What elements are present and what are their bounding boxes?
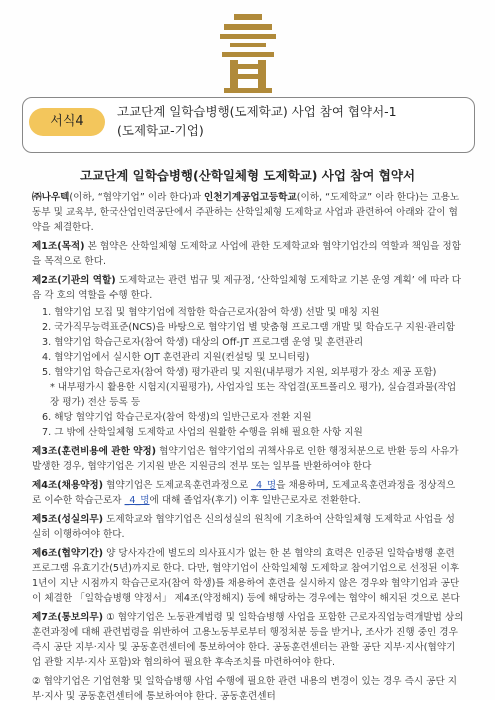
article-7-heading: 제7조(통보의무) xyxy=(32,612,104,623)
document-title: 고교단계 일학습병행(산학일체형 도제학교) 사업 참여 협약서 xyxy=(79,168,416,183)
article-1-text: 본 협약은 산학일체형 도제학교 사업에 관한 도제학교와 협약기업간의 역할과 책임을 정함을 목적으로 한다. xyxy=(32,241,461,267)
convert-count-field: _4_명 xyxy=(124,495,150,506)
article-3-text: 협약기업은 협약기업의 귀책사유로 인한 행정처분으로 반환 등의 사유가 발생한 경우, 협약기업은 기지원 받은 지원금의 전부 또는 일부를 반환하여야 한다 xyxy=(32,446,459,472)
article-4-text-3: 에 대해 졸업자(후기) 이후 일반근로자로 전환한다. xyxy=(149,495,361,506)
form-number-tag: 서식4 xyxy=(29,108,105,136)
intro-text-1: (이하, “협약기업” 이라 한다)과 xyxy=(69,192,205,203)
hire-count-field: _4_명 xyxy=(251,480,277,491)
intro-paragraph xyxy=(32,190,464,235)
article-5-text: 도제학교와 협약기업은 신의성실의 원칙에 기초하여 산학일체형 도제학교 사업을 성실히 이행하여야 한다. xyxy=(32,514,455,540)
article-3 xyxy=(32,444,464,474)
article-4-text-1: 협약기업은 도제교육훈련과정으로 xyxy=(103,480,252,491)
form-header-title-line2: (도제학교-기업) xyxy=(117,123,204,138)
intro-text-2: (이하, “도제학교” 이라 한다)는 고용노동부 및 교육부, 한국산업인력공단에서 주관하는 산학일체형 도제학교 사업과 관련하여 아래와 같이 협약을 체결한다. xyxy=(32,192,460,233)
article-2 xyxy=(32,273,464,303)
school-name: 인천기계공업고등학교 xyxy=(204,192,297,203)
list-item: 6. 해당 협약기업 학습근로자(참여 학생)의 일반근로자 전환 지원 xyxy=(42,412,312,423)
list-item: 7. 그 밖에 산학일체형 도제학교 사업의 원활한 수행을 위해 필요한 사항 지원 xyxy=(42,427,363,438)
list-item: 4. 협약기업에서 실시한 OJT 훈련관리 지원(컨설팅 및 모니터링) xyxy=(42,352,310,363)
article-6-heading: 제6조(협약기간) xyxy=(32,548,104,559)
form-header-box xyxy=(22,97,475,153)
article-1-heading: 제1조(목적) xyxy=(32,241,85,252)
list-item: 5. 협약기업 학습근로자(참여 학생) 평가관리 및 지원(내부평가 지원, 외부평가 장소 제공 포함) xyxy=(42,367,437,378)
article-6 xyxy=(32,546,464,606)
article-7 xyxy=(32,610,464,670)
article-2-heading: 제2조(기관의 역할) xyxy=(32,275,116,286)
article-2-text: 도제학교는 관련 법규 및 제규정, ‘산학일체형 도제학교 기본 운영 계획’ 에 따라 다음 각 호의 역할을 수행 한다. xyxy=(32,275,462,301)
company-name: ㈜나우텍 xyxy=(32,192,70,203)
article-4 xyxy=(32,478,464,508)
article-5 xyxy=(32,512,464,542)
article-3-heading: 제3조(훈련비용에 관한 약정) xyxy=(32,446,157,457)
article-1 xyxy=(32,239,464,269)
article-7-paragraph-1: ① 협약기업은 노동관계법령 및 일학습병행 사업을 포함한 근로자직업능력개발법 상의 훈련과정에 대해 관련법령을 위반하여 고용노동부로부터 행정처분 등을 받거나, 조사가 진행 중인 경우 즉시 공단 지부·지사 및 공동훈련센터에 통보하여야 한다. 공동훈련센터는 관할 공단 지부·지사(협약기업 관할 지부·지사 포함)와 협의하여 필요한 후속조치를 마련하여야 한다. xyxy=(32,612,464,668)
school-emblem-icon xyxy=(216,12,280,96)
list-item: 2. 국가직무능력표준(NCS)을 바탕으로 협약기업 별 맞춤형 프로그램 개발 및 학습도구 지원·관리함 xyxy=(42,322,456,333)
list-item-note: * 내부평가시 활용한 시험지(지필평가), 사업자일 또는 작업결(포트폴리오 평가), 실습결과물(작업장 평가) 전산 등록 등 xyxy=(50,382,457,408)
article-7-paragraph-2: ② 협약기업은 기업현황 및 일학습병행 사업 수행에 필요한 관련 내용의 변경이 있는 경우 즉시 공단 지부·지사 및 공동훈련센터에 통보하여야 한다. 공동훈련센터 xyxy=(32,676,458,702)
article-4-text-2: 을 채용하며, 도제교육훈련과정을 정상적으로 이수한 학습근로자 xyxy=(32,480,456,506)
article-6-text: 양 당사자간에 별도의 의사표시가 없는 한 본 협약의 효력은 인증된 일학습병행 훈련프로그램 유효기간(5년)까지로 한다. 다만, 협약기업이 산학일체형 도제학교 참여기업으로 선정된 이후 1년이 지난 시점까지 학습근로자(참여 학생)를 채용하여 훈련을 실시하지 않은 경우와 협약기업과 공단이 체결한 「일학습병행 약정서」 제4조(약정해지) 등에 해당하는 경우에는 협약이 해지된 것으로 본다 xyxy=(32,548,460,604)
form-header-title-line1: 고교단계 일학습병행(도제학교) 사업 참여 협약서-1 xyxy=(117,104,397,119)
form-header-title xyxy=(117,102,397,140)
document-body xyxy=(32,190,464,706)
list-item: 1. 협약기업 모집 및 협약기업에 적합한 학습근로자(참여 학생) 선발 및 매칭 지원 xyxy=(42,307,380,318)
article-2-list xyxy=(32,305,464,440)
article-5-heading: 제5조(성실의무) xyxy=(32,514,104,525)
article-4-heading: 제4조(채용약정) xyxy=(32,480,104,491)
list-item: 3. 협약기업 학습근로자(참여 학생) 대상의 Off-JT 프로그램 운영 및 훈련관리 xyxy=(42,337,364,348)
